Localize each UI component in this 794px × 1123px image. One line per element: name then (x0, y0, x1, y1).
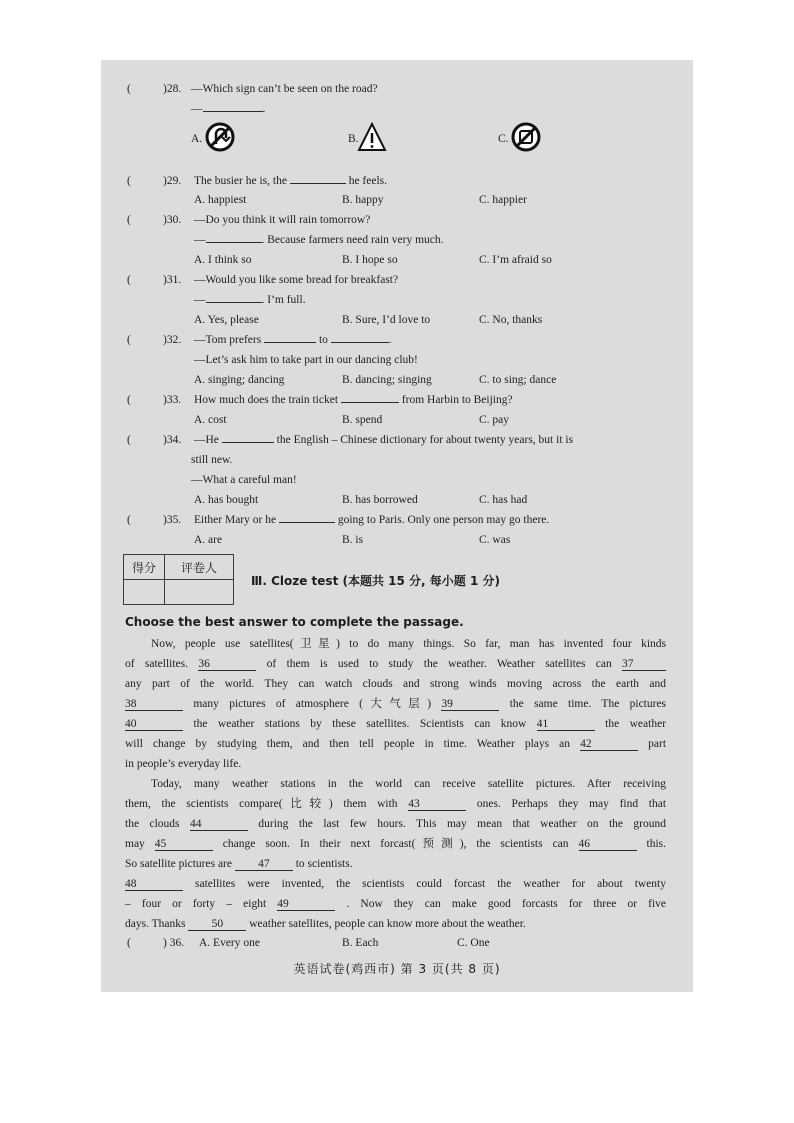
q31-number: )31. (163, 274, 182, 286)
q32-number: )32. (163, 334, 182, 346)
q36-option-a: A. Every one (199, 937, 260, 949)
blank-49[interactable]: 49 (277, 898, 335, 911)
passage-line: them, the scientists compare(比较) them with 43 ones. Perhaps they may find that (125, 798, 667, 810)
blank-45[interactable]: 45 (155, 838, 213, 851)
section-title: Ⅲ. Cloze test (本题共 15 分, 每小题 1 分) (251, 574, 500, 588)
passage-line: 40 the weather stations by these satellites. Scientists can know 41 the weather (125, 718, 667, 730)
warning-triangle-sign-icon (357, 122, 387, 152)
q28-question: —Which sign can’t be seen on the road? (191, 83, 378, 95)
q31-option-c: C. No, thanks (479, 314, 543, 326)
q28-number: )28. (163, 83, 182, 95)
passage-line: Now, people use satellites(卫星) to do many things. So far, man has invented four kinds (151, 638, 666, 650)
grader-header: 评卷人 (165, 555, 234, 580)
passage-line: Today, many weather stations in the world can receive satellite pictures. After receiving (151, 778, 666, 790)
q29-number: )29. (163, 175, 182, 187)
passage-line: 48 satellites were invented, the scientists could forcast the weather for about twenty (125, 878, 666, 890)
score-table (123, 554, 234, 605)
answer-bracket[interactable]: ( (127, 937, 131, 949)
q28-answer-line: — . (191, 103, 266, 115)
q32-option-b: B. dancing; singing (342, 374, 432, 386)
q34-line3: —What a careful man! (191, 474, 297, 486)
q36-option-b: B. Each (342, 937, 379, 949)
q35-option-a: A. are (194, 534, 223, 546)
blank-41[interactable]: 41 (537, 718, 595, 731)
q35-option-b: B. is (342, 534, 364, 546)
answer-bracket[interactable]: ( (127, 274, 131, 286)
q31-option-a: A. Yes, please (194, 314, 259, 326)
passage-line: days. Thanks 50 weather satellites, people can know more about the weather. (125, 918, 526, 930)
blank-46[interactable]: 46 (579, 838, 637, 851)
cloze-instruction: Choose the best answer to complete the passage. (125, 615, 464, 629)
q35-question: Either Mary or he going to Paris. Only one person may go there. (194, 514, 550, 526)
page-footer: 英语试卷(鸡西市) 第 3 页(共 8 页) (293, 962, 501, 976)
q33-question: How much does the train ticket from Harbin to Beijing? (194, 394, 513, 406)
q33-number: )33. (163, 394, 182, 406)
answer-bracket[interactable]: ( (127, 514, 131, 526)
q31-question: —Would you like some bread for breakfast? (194, 274, 399, 286)
blank-37[interactable]: 37 (622, 658, 666, 671)
blank-47[interactable]: 47 (235, 858, 293, 871)
q29-option-a: A. happiest (194, 194, 247, 206)
passage-line: of satellites. 36 of them is used to study the weather. Weather satellites can 37 (125, 657, 666, 671)
q30-option-c: C. I’m afraid so (479, 254, 552, 266)
q32-line2: —Let’s ask him to take part in our dancing club! (194, 354, 418, 366)
answer-bracket[interactable]: ( (127, 394, 131, 406)
blank-44[interactable]: 44 (190, 818, 248, 831)
q35-option-c: C. was (479, 534, 511, 546)
passage-line: So satellite pictures are 47 to scientists. (125, 858, 353, 870)
answer-bracket[interactable]: ( (127, 175, 131, 187)
q29-option-c: C. happier (479, 194, 527, 206)
blank-48[interactable]: 48 (125, 878, 183, 891)
no-u-turn-sign-icon (205, 122, 235, 152)
passage-line: in people’s everyday life. (125, 758, 242, 770)
q30-option-a: A. I think so (194, 254, 252, 266)
blank-42[interactable]: 42 (580, 738, 638, 751)
score-cell[interactable] (124, 580, 165, 605)
passage-line: – four or forty – eight 49 . Now they can make good forcasts for three or five (125, 898, 667, 910)
q34-option-a: A. has bought (194, 494, 259, 506)
passage-line: any part of the world. They can watch clouds and strong winds moving across the earth and (125, 678, 666, 690)
passage-line: 38 many pictures of atmosphere (大气层) 39 the same time. The pictures (125, 698, 667, 710)
q30-option-b: B. I hope so (342, 254, 398, 266)
q34-option-c: C. has had (479, 494, 528, 506)
blank-38[interactable]: 38 (125, 698, 183, 711)
blank-39[interactable]: 39 (441, 698, 499, 711)
answer-bracket[interactable]: ( (127, 83, 131, 95)
q33-option-c: C. pay (479, 414, 510, 426)
blank-43[interactable]: 43 (408, 798, 466, 811)
no-parking-sign-icon (511, 122, 541, 152)
q31-option-b: B. Sure, I’d love to (342, 314, 431, 326)
q29-question: The busier he is, the he feels. (194, 175, 388, 187)
answer-bracket[interactable]: ( (127, 434, 131, 446)
q28-option-a-label: A. (191, 133, 203, 145)
q36-number: ) 36. (163, 937, 185, 949)
score-header: 得分 (124, 555, 165, 580)
exam-page (101, 60, 693, 992)
q30-number: )30. (163, 214, 182, 226)
q28-option-b-label: B. (348, 133, 359, 145)
q34-line2: still new. (191, 454, 233, 466)
answer-bracket[interactable]: ( (127, 334, 131, 346)
blank-50[interactable]: 50 (188, 918, 246, 931)
passage-line: may 45 change soon. In their next forcast(预测), the scientists can 46 this. (125, 838, 667, 850)
passage-line: the clouds 44 during the last few hours. This may mean that weather on the ground (125, 818, 667, 830)
grader-cell[interactable] (165, 580, 234, 605)
q31-answer-line: — . I’m full. (194, 294, 306, 306)
q35-number: )35. (163, 514, 182, 526)
q33-option-b: B. spend (342, 414, 383, 426)
answer-bracket[interactable]: ( (127, 214, 131, 226)
q33-option-a: A. cost (194, 414, 227, 426)
q34-number: )34. (163, 434, 182, 446)
q34-question: —He the English – Chinese dictionary for about twenty years, but it is (194, 434, 574, 446)
q36-option-c: C. One (457, 937, 490, 949)
passage-line: will change by studying them, and then tell people in time. Weather plays an 42 part (125, 738, 667, 750)
blank-40[interactable]: 40 (125, 718, 183, 731)
q32-question: —Tom prefers to . (194, 334, 392, 346)
q32-option-a: A. singing; dancing (194, 374, 285, 386)
q34-option-b: B. has borrowed (342, 494, 418, 506)
q29-option-b: B. happy (342, 194, 384, 206)
q30-answer-line: — . Because farmers need rain very much. (194, 234, 444, 246)
q32-option-c: C. to sing; dance (479, 374, 557, 386)
q30-question: —Do you think it will rain tomorrow? (194, 214, 371, 226)
blank-36[interactable]: 36 (198, 658, 256, 671)
q28-option-c-label: C. (498, 133, 509, 145)
